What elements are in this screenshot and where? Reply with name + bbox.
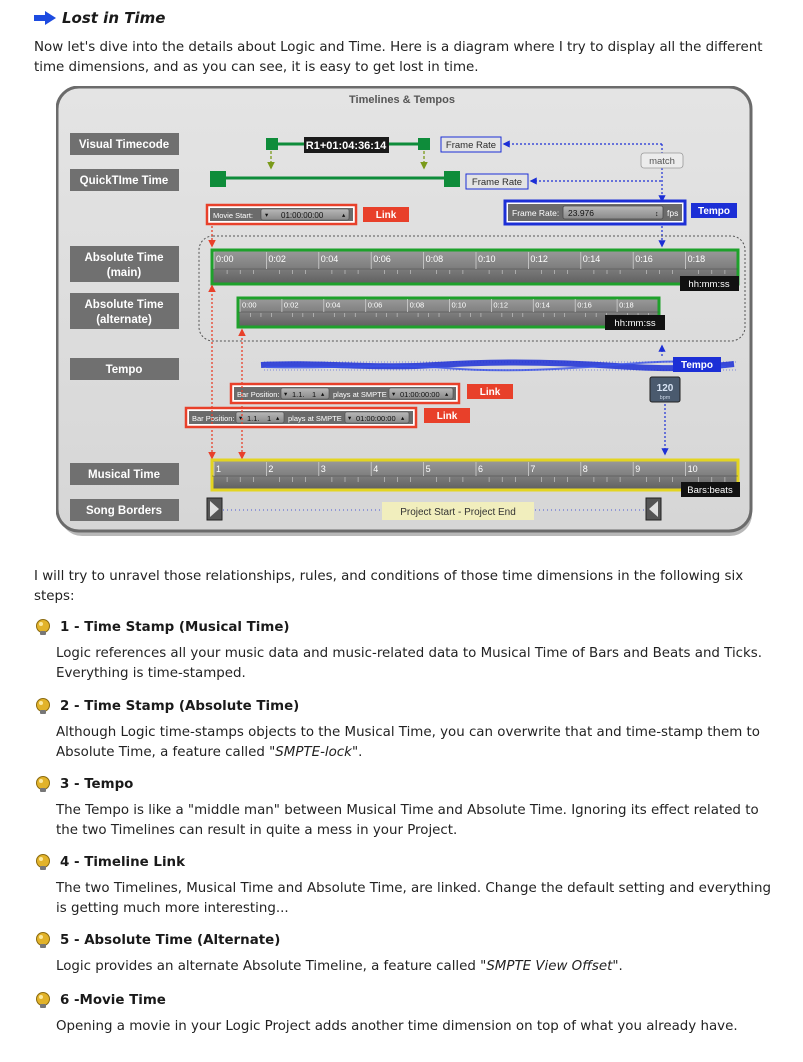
svg-text:Frame Rate:: Frame Rate: <box>512 208 560 218</box>
diagram-title: Timelines & Tempos <box>349 94 455 106</box>
step-5-heading: 5 - Absolute Time (Alternate) <box>34 929 280 951</box>
svg-text:fps: fps <box>667 208 679 218</box>
svg-text:plays at SMPTE: plays at SMPTE <box>288 414 342 423</box>
section-title: Lost in Time <box>62 9 166 27</box>
svg-text:Absolute Time: Absolute Time <box>84 252 164 264</box>
ruler-tick-label: 0:18 <box>687 254 706 264</box>
ruler-tick-label: 1 <box>216 464 222 474</box>
absolute-main-ruler <box>212 250 739 291</box>
step-3-text: The Tempo is like a "middle man" between Musical Time and Absolute Time. Ignoring its effect related to the two Timelines can result in quite a mess in your Project. <box>56 803 759 838</box>
step-4-heading: 4 - Timeline Link <box>34 851 185 873</box>
svg-text:(alternate): (alternate) <box>96 314 152 326</box>
svg-text:▾: ▾ <box>348 415 352 422</box>
row-label-tempo <box>70 358 179 380</box>
svg-text:(main): (main) <box>106 267 142 279</box>
ruler-tick-label: 0:02 <box>283 300 299 310</box>
svg-text:Absolute Time: Absolute Time <box>84 299 164 311</box>
lightbulb-icon <box>34 775 52 793</box>
lightbulb-icon <box>34 991 52 1009</box>
step-6-heading: 6 -Movie Time <box>34 989 166 1011</box>
svg-text:▴: ▴ <box>321 391 325 398</box>
svg-text:1: 1 <box>267 414 272 423</box>
svg-text:Link: Link <box>375 210 397 221</box>
ruler-tick-label: 0:06 <box>367 300 383 310</box>
svg-text:▴: ▴ <box>342 212 346 219</box>
ruler-tick-label: 0:12 <box>530 254 548 264</box>
ruler-tick-label: 0:00 <box>216 254 234 264</box>
svg-text:1.1.: 1.1. <box>247 414 260 423</box>
ruler-tick-label: 0:04 <box>320 254 339 264</box>
svg-text:Movie Start:: Movie Start: <box>213 211 254 220</box>
ruler-tick-label: 0:08 <box>425 254 444 264</box>
tempo-badge-top <box>691 203 737 218</box>
svg-text:bpm: bpm <box>659 395 671 401</box>
ruler-tick-label: 0:12 <box>493 300 509 310</box>
svg-text:▾: ▾ <box>392 391 396 398</box>
svg-text:hh:mm:ss: hh:mm:ss <box>614 318 656 329</box>
svg-text:01:00:00:00: 01:00:00:00 <box>356 414 396 423</box>
svg-text:Tempo: Tempo <box>680 360 714 371</box>
ruler-tick-label: 0:08 <box>409 300 425 310</box>
ruler-tick-label: 0:02 <box>268 254 286 264</box>
row-label-musical-time <box>70 463 179 485</box>
ruler-tick-label: 6 <box>478 464 484 474</box>
link-badge-movie <box>363 207 409 222</box>
svg-text:1: 1 <box>312 390 317 399</box>
svg-text:120: 120 <box>656 383 674 394</box>
svg-text:▾: ▾ <box>265 212 269 219</box>
svg-text:23.976: 23.976 <box>568 208 594 218</box>
svg-text:Bars:beats: Bars:beats <box>687 485 733 496</box>
project-range-label: Project Start - Project End <box>400 507 516 518</box>
svg-text:Frame Rate: Frame Rate <box>471 177 523 188</box>
timecode-display: R1+01:04:36:14 <box>305 140 387 152</box>
ruler-tick-label: 0:16 <box>635 254 653 264</box>
ruler-tick-label: 10 <box>687 464 698 474</box>
section-header <box>34 7 165 29</box>
lightbulb-icon <box>34 697 52 715</box>
ruler-tick-label: 0:14 <box>535 300 550 310</box>
svg-text:Tempo: Tempo <box>105 364 143 376</box>
svg-text:01:00:00:00: 01:00:00:00 <box>400 390 440 399</box>
row-label-absolute-time-main <box>70 246 179 282</box>
row-label-absolute-time-alternate <box>70 293 179 329</box>
step-2-text: Although Logic time-stamps objects to the Musical Time, you can overwrite that and time-stamp them to Absolute Time, a feature called "SMPTE-lock". <box>56 725 760 760</box>
svg-text:Bar Position:: Bar Position: <box>237 390 280 399</box>
ruler-tick-label: 0:06 <box>373 254 391 264</box>
ruler-tick-label: 0:16 <box>577 300 592 310</box>
ruler-tick-label: 0:18 <box>619 300 634 310</box>
lightbulb-icon <box>34 853 52 871</box>
svg-text:01:00:00:00: 01:00:00:00 <box>281 211 324 220</box>
svg-text:Bar Position:: Bar Position: <box>192 414 235 423</box>
row-label-visual-timecode <box>70 133 179 155</box>
svg-text:1.1.: 1.1. <box>292 390 305 399</box>
ruler-tick-label: 0:00 <box>242 300 257 310</box>
ruler-tick-label: 7 <box>530 464 536 474</box>
ruler-tick-label: 0:04 <box>325 300 341 310</box>
step-6-text: Opening a movie in your Logic Project adds another time dimension on top of what you already have. <box>56 1019 738 1034</box>
frame-rate-field[interactable] <box>505 201 685 224</box>
svg-text:Visual Timecode: Visual Timecode <box>78 139 170 151</box>
ruler-tick-label: 3 <box>320 464 326 474</box>
svg-text:▴: ▴ <box>401 415 405 422</box>
bpm-display <box>650 377 680 402</box>
ruler-tick-label: 8 <box>582 464 588 474</box>
step-1-heading: 1 - Time Stamp (Musical Time) <box>34 616 290 638</box>
ruler-tick-label: 0:10 <box>451 300 467 310</box>
row-label-quicktime-time <box>70 169 179 191</box>
svg-text:▾: ▾ <box>284 391 288 398</box>
arrow-right-icon <box>34 11 56 25</box>
intro2-paragraph: I will try to unravel those relationships, rules, and conditions of those time dimensions in the following six steps: <box>34 569 744 604</box>
svg-text:Song Borders: Song Borders <box>85 505 163 517</box>
frame-rate-box-visual <box>441 137 501 152</box>
svg-text:Musical Time: Musical Time <box>87 469 161 481</box>
ruler-tick-label: 9 <box>635 464 641 474</box>
step-3-heading: 3 - Tempo <box>34 773 133 795</box>
ruler-tick-label: 5 <box>425 464 431 474</box>
svg-text:hh:mm:ss: hh:mm:ss <box>688 279 730 290</box>
svg-text:▾: ▾ <box>239 415 243 422</box>
svg-text:Tempo: Tempo <box>697 206 731 217</box>
ruler-tick-label: 2 <box>268 464 274 474</box>
lightbulb-icon <box>34 931 52 949</box>
row-label-song-borders <box>70 499 179 521</box>
link-badge-bar-1 <box>467 384 513 399</box>
ruler-tick-label: 0:10 <box>478 254 496 264</box>
movie-start-field[interactable] <box>207 205 356 224</box>
step-2-heading: 2 - Time Stamp (Absolute Time) <box>34 695 299 717</box>
match-label: match <box>649 156 675 167</box>
absolute-alt-ruler <box>238 298 665 330</box>
step-4-text: The two Timelines, Musical Time and Absolute Time, are linked. Change the default setting and everything is getting much more interesting... <box>56 881 771 916</box>
ruler-tick-label: 4 <box>373 464 379 474</box>
tempo-badge-line <box>673 357 721 372</box>
step-5-text: Logic provides an alternate Absolute Timeline, a feature called "SMPTE View Offset". <box>56 959 623 974</box>
intro-paragraph: Now let's dive into the details about Logic and Time. Here is a diagram where I try to display all the different time dimensions, and as you can see, it is easy to get lost in time. <box>34 40 763 75</box>
svg-text:plays at SMPTE: plays at SMPTE <box>333 390 387 399</box>
step-1-text: Logic references all your music data and music-related data to Musical Time of Bars and Beats and Ticks. Everything is time-stamped. <box>56 646 763 681</box>
link-badge-bar-2 <box>424 408 470 423</box>
svg-text:Link: Link <box>479 387 501 398</box>
musical-time-ruler <box>212 460 740 497</box>
svg-text:▴: ▴ <box>276 415 280 422</box>
lightbulb-icon <box>34 618 52 636</box>
bar-position-field-2[interactable] <box>186 408 416 427</box>
timelines-diagram <box>56 86 755 538</box>
svg-text:Link: Link <box>436 411 458 422</box>
svg-text:↕: ↕ <box>655 211 659 218</box>
frame-rate-box-quicktime <box>466 174 528 189</box>
ruler-tick-label: 0:14 <box>582 254 601 264</box>
svg-text:QuickTIme Time: QuickTIme Time <box>79 175 169 187</box>
svg-text:Frame Rate: Frame Rate <box>445 140 497 151</box>
bar-position-field-1[interactable] <box>231 384 459 403</box>
svg-text:▴: ▴ <box>445 391 449 398</box>
